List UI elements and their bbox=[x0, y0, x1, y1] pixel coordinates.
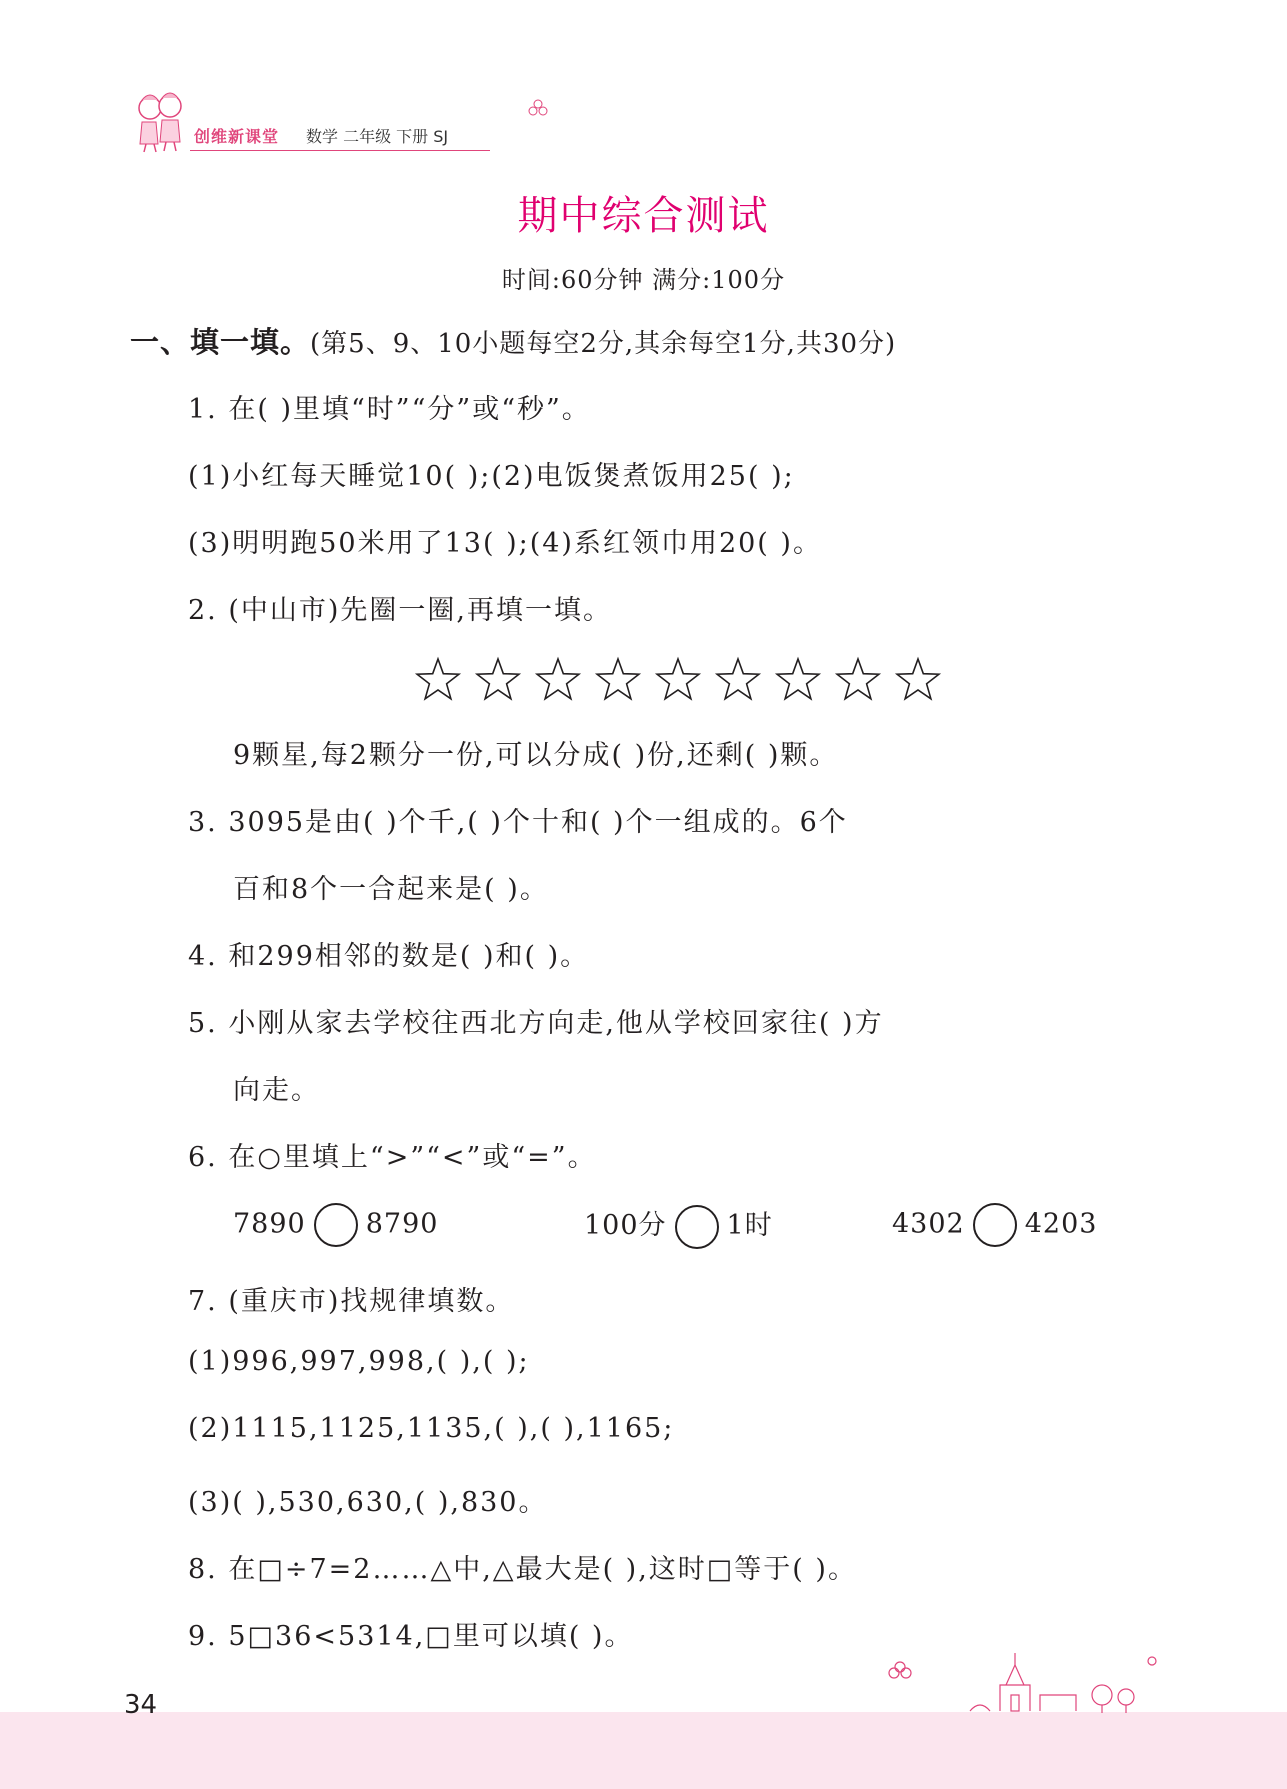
question-2-answer: 9颗星,每2颗分一份,可以分成( )份,还剩( )颗。 bbox=[233, 740, 839, 771]
page-title: 期中综合测试 bbox=[517, 193, 770, 239]
compare-item-2 bbox=[584, 1203, 773, 1249]
question-1-part-b: (3)明明跑50米用了13( );(4)系红领巾用20( )。 bbox=[188, 528, 822, 559]
star-icon[interactable] bbox=[537, 659, 579, 699]
compare-circle[interactable] bbox=[973, 1203, 1017, 1247]
page-header bbox=[128, 88, 488, 160]
star-icon[interactable] bbox=[477, 659, 519, 699]
question-7-part-1: (1)996,997,998,( ),( ); bbox=[188, 1346, 530, 1377]
question-5-cont: 向走。 bbox=[233, 1075, 320, 1106]
question-7-part-2: (2)1115,1125,1135,( ),( ),1165; bbox=[188, 1413, 675, 1444]
compare-circle[interactable] bbox=[675, 1205, 719, 1249]
compare-right: 1时 bbox=[726, 1210, 773, 1241]
star-icon[interactable] bbox=[897, 659, 939, 699]
cartoon-girls-icon bbox=[128, 88, 192, 154]
compare-item-1 bbox=[233, 1203, 438, 1247]
question-7: 7. (重庆市)找规律填数。 bbox=[188, 1286, 515, 1317]
question-5: 5. 小刚从家去学校往西北方向走,他从学校回家往( )方 bbox=[188, 1008, 884, 1039]
question-1: 1. 在( )里填“时”“分”或“秒”。 bbox=[188, 394, 591, 425]
compare-left: 4302 bbox=[892, 1208, 965, 1240]
question-4: 4. 和299相邻的数是( )和( )。 bbox=[188, 941, 590, 972]
star-icon[interactable] bbox=[777, 659, 819, 699]
compare-right: 4203 bbox=[1024, 1208, 1098, 1240]
brand-name: 创维新课堂 bbox=[194, 127, 280, 146]
flower-decoration-icon bbox=[527, 98, 549, 120]
star-icon[interactable] bbox=[837, 659, 879, 699]
star-icon[interactable] bbox=[657, 659, 699, 699]
question-3-cont: 百和8个一合起来是( )。 bbox=[233, 874, 549, 905]
question-6: 6. 在○里填上“>”“<”或“=”。 bbox=[188, 1142, 597, 1173]
question-2: 2. (中山市)先圈一圈,再填一填。 bbox=[188, 595, 612, 626]
subject-label: 数学 二年级 下册 SJ bbox=[306, 127, 449, 146]
section-title: 一、填一填。 bbox=[130, 325, 311, 359]
question-8: 8. 在□÷7=2……△中,△最大是( ),这时□等于( )。 bbox=[188, 1554, 857, 1585]
compare-left: 7890 bbox=[233, 1208, 306, 1240]
star-icon[interactable] bbox=[597, 659, 639, 699]
question-7-part-3: (3)( ),530,630,( ),830。 bbox=[188, 1487, 548, 1518]
section-note: (第5、9、10小题每空2分,其余每空1分,共30分) bbox=[310, 329, 897, 359]
page-number: 34 bbox=[124, 1690, 158, 1720]
compare-right: 8790 bbox=[365, 1208, 439, 1240]
header-divider bbox=[190, 150, 490, 151]
star-icon[interactable] bbox=[717, 659, 759, 699]
section-heading bbox=[130, 320, 896, 361]
compare-circle[interactable] bbox=[314, 1203, 358, 1247]
question-9: 9. 5□36<5314,□里可以填( )。 bbox=[188, 1621, 634, 1652]
question-1-part-a: (1)小红每天睡觉10( );(2)电饭煲煮饭用25( ); bbox=[188, 461, 795, 492]
star-icon[interactable] bbox=[417, 659, 459, 699]
compare-left: 100分 bbox=[584, 1210, 667, 1241]
time-score-info: 时间:60分钟 满分:100分 bbox=[501, 266, 786, 294]
castle-decoration-icon bbox=[880, 1645, 1170, 1715]
compare-item-3 bbox=[892, 1203, 1097, 1247]
footer-band bbox=[0, 1712, 1287, 1789]
stars-row bbox=[414, 655, 954, 705]
question-3: 3. 3095是由( )个千,( )个十和( )个一组成的。6个 bbox=[188, 807, 848, 838]
